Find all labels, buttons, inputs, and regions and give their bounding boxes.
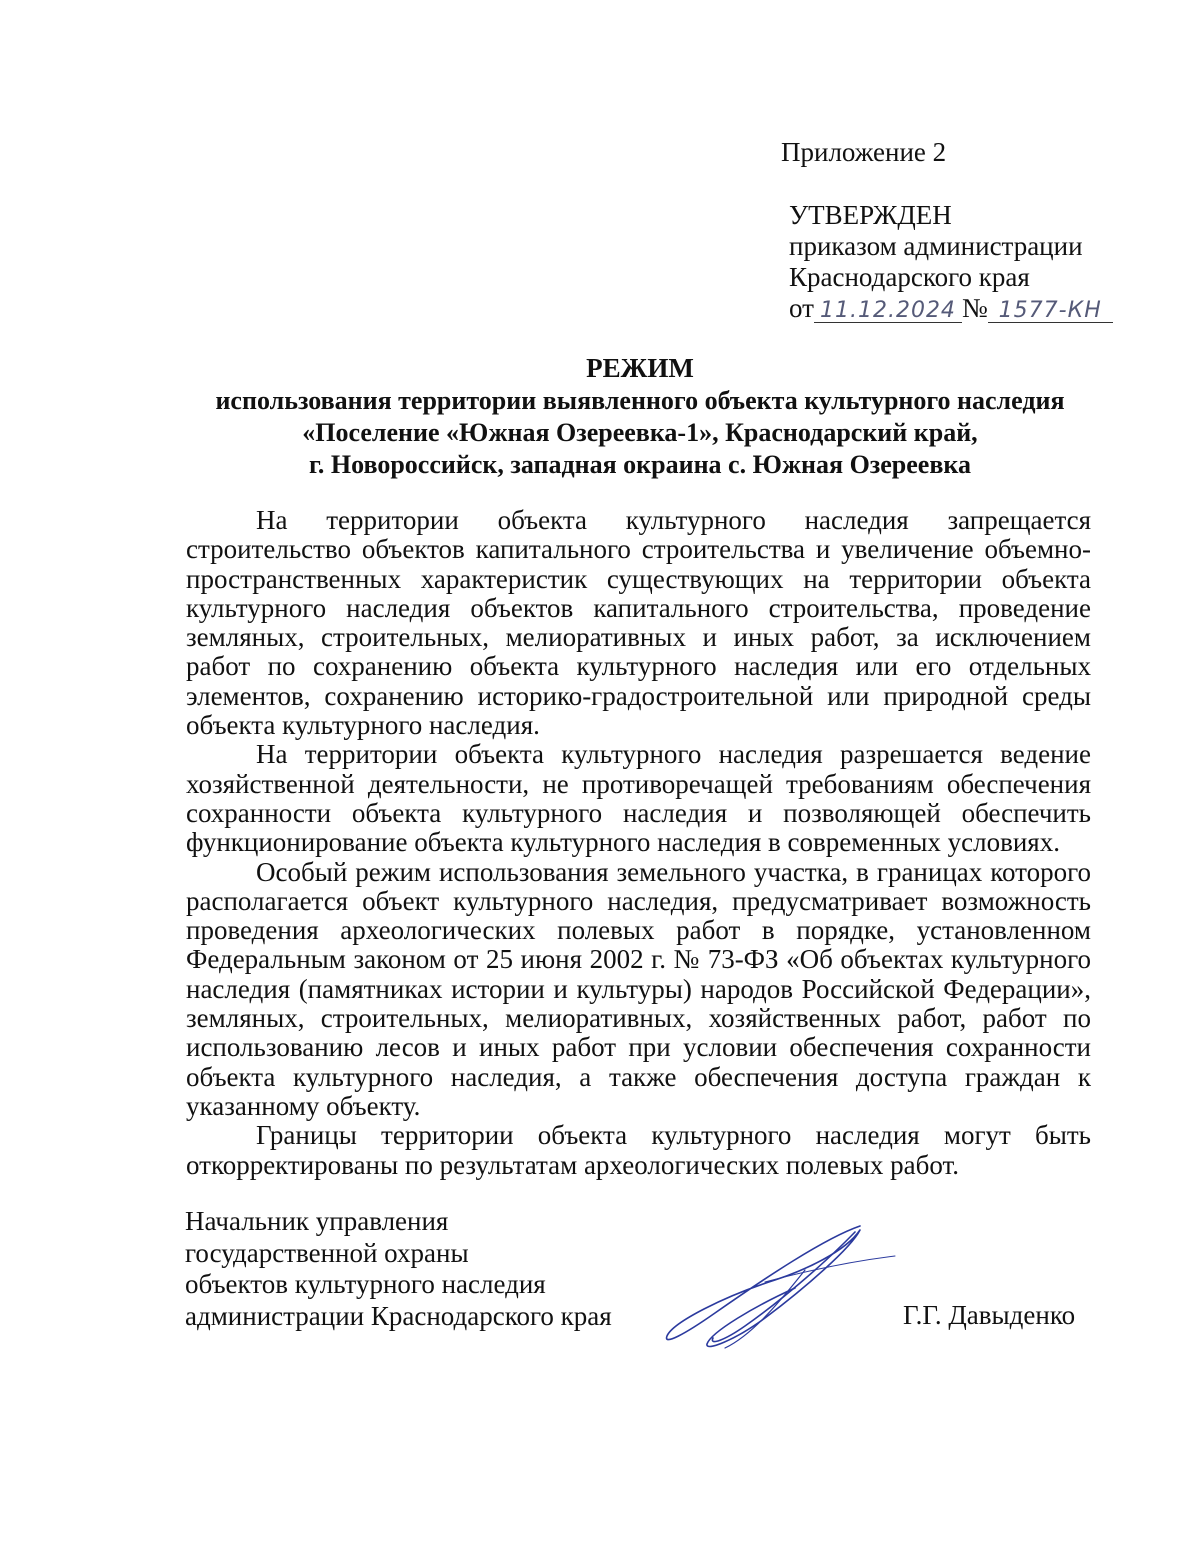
title-line-3: г. Новороссийск, западная окраина с. Южная Озереевка bbox=[309, 450, 971, 479]
order-date: 11.12.2024 bbox=[819, 298, 956, 323]
signer-position-line-3: объектов культурного наследия bbox=[185, 1269, 546, 1299]
signer-position-line-2: государственной охраны bbox=[185, 1237, 469, 1268]
signer-position-line-1: Начальник управления bbox=[185, 1206, 449, 1236]
paragraph-permissions: На территории объекта культурного наследия разрешается ведение хозяйственной деятельности, не противоречащей требованиям обеспечения сохранности объекта культурного наследия и позволяющей обеспечить функционирование объекта культурного наследия в современных условиях. bbox=[186, 739, 1091, 858]
order-number: 1577-КН bbox=[998, 298, 1102, 323]
paragraph-special-regime: Особый режим использования земельного участка, в границах которого располагается объект культурного наследия, предусматривает возможность проведения археологических полевых работ в порядке, установленном Федеральным законом от 25 июня 2002 г. № 73-ФЗ «Об объектах культурного наследия (памятниках истории и культуры) народов Российской Федерации», земляных, строительных, мелиоративных, хозяйственных работ, работ по использованию лесов и иных работ при условии обеспечения сохранности объекта культурного наследия, а также обеспечения доступа граждан к указанному объекту. bbox=[186, 856, 1091, 1121]
handwritten-signature bbox=[655, 1218, 905, 1358]
signer-position bbox=[185, 1206, 612, 1332]
signer-name: Г.Г. Давыденко bbox=[903, 1300, 1076, 1330]
order-date-number-line bbox=[789, 293, 1113, 324]
signer-position-line-4: администрации Краснодарского края bbox=[185, 1300, 612, 1331]
order-line-1: приказом администрации bbox=[789, 231, 1083, 261]
paragraph-boundaries: Границы территории объекта культурного наследия могут быть откорректированы по результатам археологических полевых работ. bbox=[186, 1120, 1091, 1180]
number-prefix: № bbox=[961, 293, 988, 323]
approved-label: УТВЕРЖДЕН bbox=[789, 200, 952, 230]
title-main: РЕЖИМ bbox=[586, 353, 694, 383]
title-line-1: использования территории выявленного объекта культурного наследия bbox=[215, 386, 1065, 415]
approval-stamp bbox=[789, 200, 1113, 324]
appendix-label: Приложение 2 bbox=[781, 137, 947, 167]
document-title bbox=[150, 352, 1130, 481]
date-prefix: от bbox=[789, 293, 814, 323]
order-line-2: Краснодарского края bbox=[789, 262, 1030, 292]
paragraph-prohibitions: На территории объекта культурного наследия запрещается строительство объектов капитального строительства и увеличение объемно-пространственных характеристик существующих на территории объекта культурного наследия объектов капитального строительства, проведение земляных, строительных, мелиоративных и иных работ, за исключением работ по сохранению объекта культурного наследия или его отдельных элементов, сохранению историко-градостроительной или природной среды объекта культурного наследия. bbox=[186, 505, 1091, 741]
document-body bbox=[186, 506, 1091, 1180]
title-line-2: «Поселение «Южная Озереевка-1», Краснодарский край, bbox=[302, 418, 978, 447]
